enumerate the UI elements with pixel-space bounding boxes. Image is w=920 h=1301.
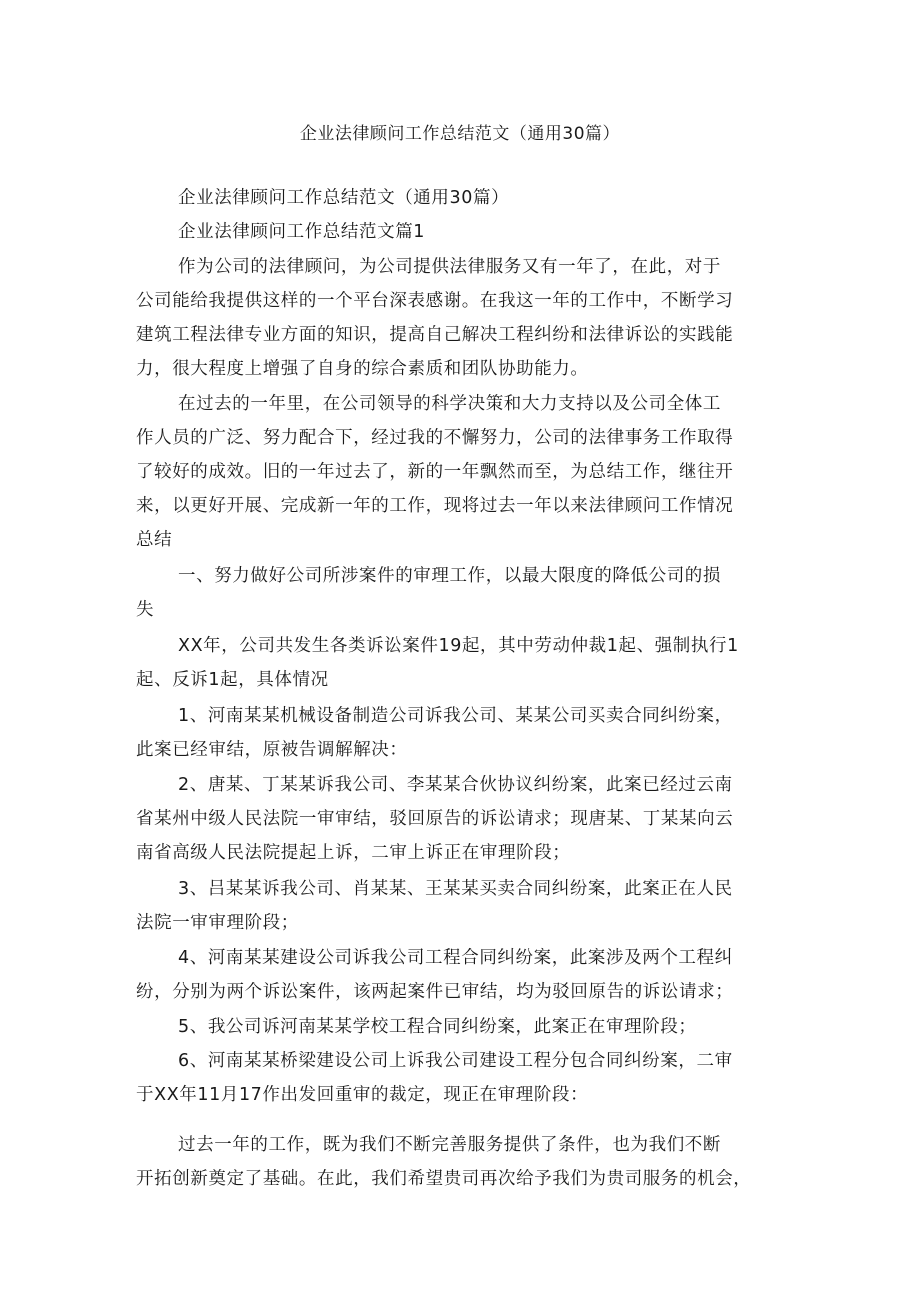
paragraph-line: 作人员的广泛、努力配合下，经过我的不懈努力，公司的法律事务工作取得 <box>136 428 734 448</box>
paragraph-line: 来，以更好开展、完成新一年的工作，现将过去一年以来法律顾问工作情况 <box>136 496 734 516</box>
paragraph-line: 一、努力做好公司所涉案件的审理工作，以最大限度的降低公司的损 <box>178 566 721 586</box>
paragraph-line: 5、我公司诉河南某某学校工程合同纠纷案，此案正在审理阶段； <box>178 1017 697 1037</box>
paragraph-line: 3、吕某某诉我公司、肖某某、王某某买卖合同纠纷案，此案正在人民 <box>178 879 733 899</box>
paragraph-line: 此案已经审结，原被告调解解决： <box>136 740 408 760</box>
paragraph-line: 了较好的成效。旧的一年过去了，新的一年飘然而至，为总结工作，继往开 <box>136 462 734 482</box>
paragraph-line: 纷，分别为两个诉讼案件，该两起案件已审结，均为驳回原告的诉讼请求； <box>136 982 734 1002</box>
paragraph-line: 南省高级人民法院提起上诉，二审上诉正在审理阶段； <box>136 843 571 863</box>
subtitle: 企业法律顾问工作总结范文（通用30篇） <box>178 188 510 208</box>
paragraph-line: 于XX年11月17作出发回重审的裁定，现正在审理阶段： <box>136 1085 589 1105</box>
paragraph-line: XX年，公司共发生各类诉讼案件19起，其中劳动仲裁1起、强制执行1 <box>178 636 739 656</box>
paragraph-line: 公司能给我提供这样的一个平台深表感谢。在我这一年的工作中，不断学习 <box>136 291 734 311</box>
paragraph-line: 起、反诉1起，具体情况 <box>136 670 329 690</box>
paragraph-line: 总结 <box>136 530 173 550</box>
paragraph-line: 在过去的一年里，在公司领导的科学决策和大力支持以及公司全体工 <box>178 394 721 414</box>
paragraph-line: 失 <box>136 600 155 620</box>
paragraph-line: 4、河南某某建设公司诉我公司工程合同纠纷案，此案涉及两个工程纠 <box>178 948 733 968</box>
paragraph-line: 2、唐某、丁某某诉我公司、李某某合伙协议纠纷案，此案已经过云南 <box>178 775 733 795</box>
paragraph-line: 建筑工程法律专业方面的知识，提高自己解决工程纠纷和法律诉讼的实践能 <box>136 325 734 345</box>
section-heading: 企业法律顾问工作总结范文篇1 <box>178 222 426 242</box>
paragraph-line: 法院一审审理阶段； <box>136 913 299 933</box>
document-title: 企业法律顾问工作总结范文（通用30篇） <box>299 124 621 144</box>
paragraph-line: 开拓创新奠定了基础。在此，我们希望贵司再次给予我们为贵司服务的机会， <box>136 1169 752 1189</box>
paragraph-line: 过去一年的工作，既为我们不断完善服务提供了条件，也为我们不断 <box>178 1135 721 1155</box>
paragraph-line: 6、河南某某桥梁建设公司上诉我公司建设工程分包合同纠纷案，二审 <box>178 1051 733 1071</box>
paragraph-line: 力，很大程度上增强了自身的综合素质和团队协助能力。 <box>136 359 589 379</box>
paragraph-line: 省某州中级人民法院一审审结，驳回原告的诉讼请求；现唐某、丁某某向云 <box>136 809 734 829</box>
paragraph-line: 作为公司的法律顾问，为公司提供法律服务又有一年了，在此，对于 <box>178 257 721 277</box>
paragraph-line: 1、河南某某机械设备制造公司诉我公司、某某公司买卖合同纠纷案， <box>178 706 733 726</box>
